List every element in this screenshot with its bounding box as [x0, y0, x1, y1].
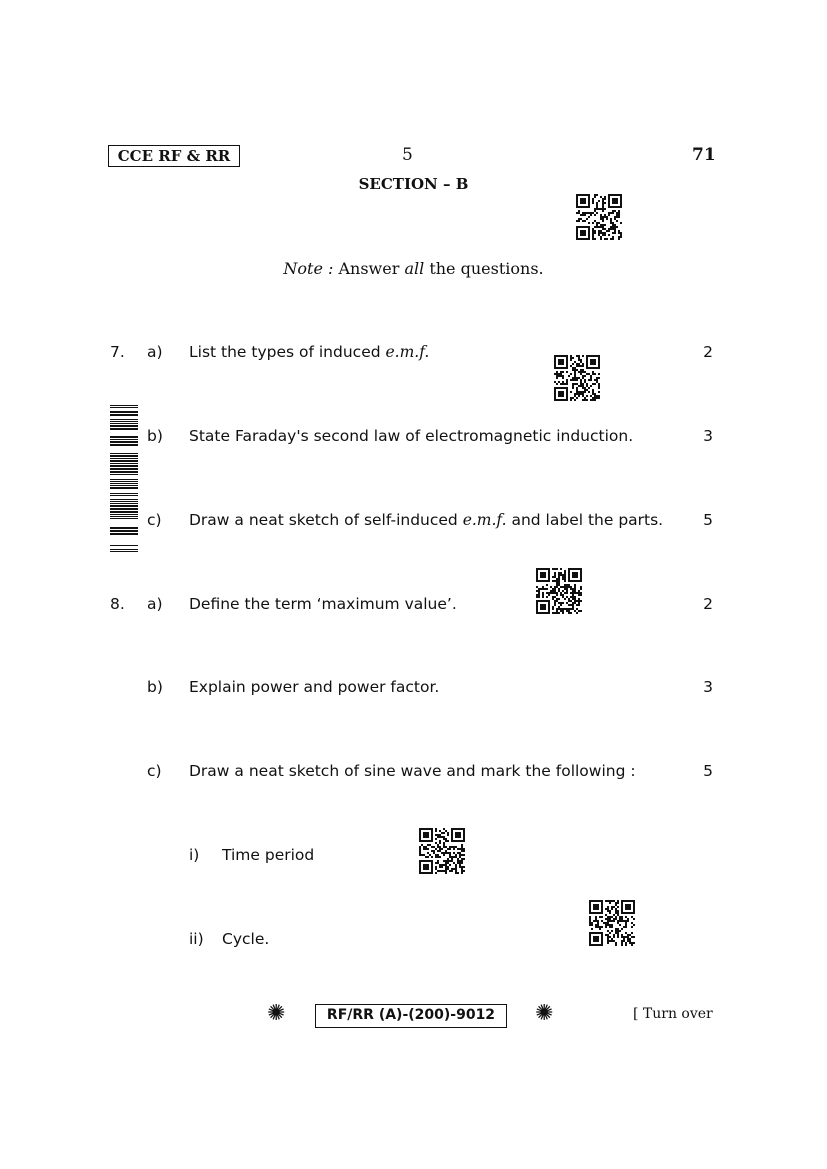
marks: 2 [703, 343, 713, 361]
page-number: 5 [402, 145, 413, 165]
qr-code-image [554, 355, 600, 401]
subpart-label: i) [189, 846, 200, 864]
part-label: b) [147, 678, 163, 696]
footer-code-box: RF/RR (A)-(200)-9012 [315, 1004, 507, 1028]
question-text [189, 511, 663, 529]
question-text: Explain power and power factor. [189, 678, 440, 696]
subpart-text: Cycle. [222, 930, 270, 948]
marks: 5 [703, 762, 713, 780]
question-text-italic: e.m.f. [462, 511, 507, 529]
paper-code: 71 [692, 145, 716, 165]
qr-code-image [576, 194, 622, 240]
note-label: Note : [283, 259, 334, 278]
marks: 3 [703, 678, 713, 696]
qr-code-image [419, 828, 465, 874]
note-text-before: Answer [333, 259, 405, 278]
marks: 2 [703, 595, 713, 613]
question-text: State Faraday's second law of electromagnetic induction. [189, 427, 634, 445]
part-label: a) [147, 343, 163, 361]
subpart-label: ii) [189, 930, 204, 948]
ornament-left-icon: ✺ [267, 1001, 286, 1026]
question-number: 7. [110, 343, 125, 361]
question-text: Draw a neat sketch of sine wave and mark the following : [189, 762, 636, 780]
question-text-italic: e.m.f. [385, 343, 430, 361]
part-label: c) [147, 511, 162, 529]
question-text: Define the term ‘maximum value’. [189, 595, 457, 613]
question-number: 8. [110, 595, 125, 613]
question-text [189, 343, 429, 361]
note-text-after: the questions. [424, 259, 544, 278]
section-title: SECTION – B [358, 175, 469, 193]
part-label: b) [147, 427, 163, 445]
marks: 5 [703, 511, 713, 529]
ornament-right-icon: ✺ [535, 1001, 554, 1026]
marks: 3 [703, 427, 713, 445]
turn-over-text: [ Turn over [633, 1006, 713, 1022]
barcode-image [110, 405, 140, 560]
instruction-note [0, 259, 827, 278]
question-text-after: and label the parts. [506, 511, 664, 529]
part-label: a) [147, 595, 163, 613]
qr-code-image [536, 568, 582, 614]
question-text-main: Draw a neat sketch of self-induced [189, 511, 463, 529]
question-text-main: List the types of induced [189, 343, 386, 361]
part-label: c) [147, 762, 162, 780]
subpart-text: Time period [222, 846, 315, 864]
note-emphasis: all [404, 259, 425, 278]
qr-code-image [589, 900, 635, 946]
course-code-box: CCE RF & RR [108, 145, 240, 167]
